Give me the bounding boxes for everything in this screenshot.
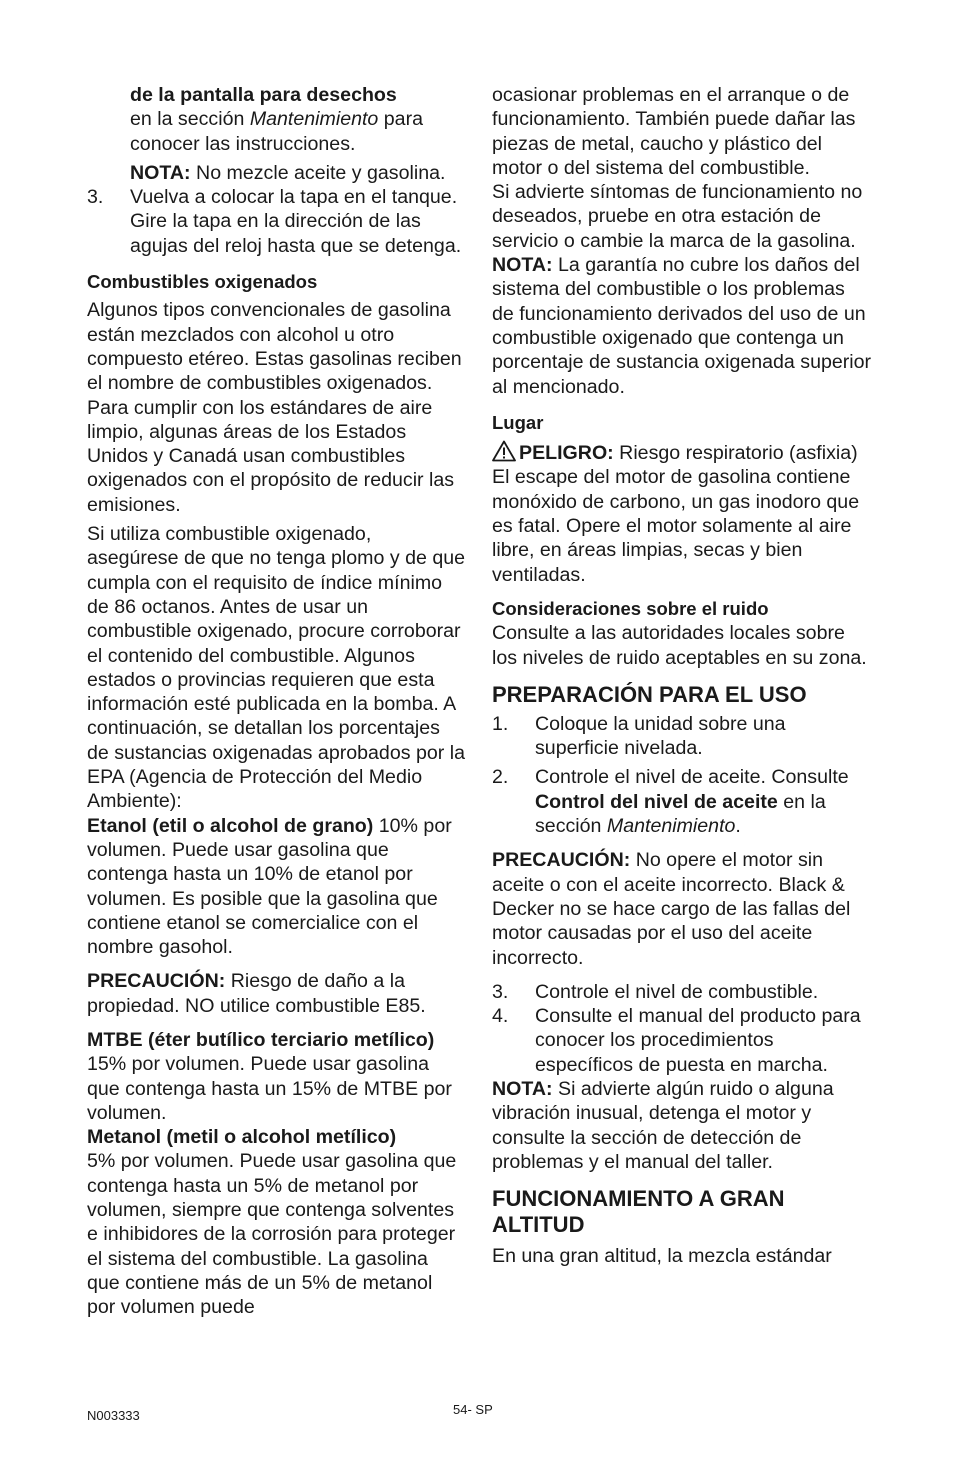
high-altitude-text: En una gran altitud, la mezcla estándar <box>492 1245 832 1268</box>
danger-text: Riesgo respiratorio (asfixia) El escape del motor de gasolina contiene monóxido de carbono, un gas inodoro que es fatal. Opere el motor solamente al aire libre, en áreas limpias, secas y bien ventiladas. <box>492 442 860 586</box>
prep-item-1 <box>492 712 872 761</box>
prep-2-text-1: Controle el nivel de aceite. Consulte <box>535 766 849 789</box>
caution-label: PRECAUCIÓN: <box>87 970 226 993</box>
prep-item-2 <box>492 765 872 838</box>
note-text: Si advierte algún ruido o alguna vibración inusual, detenga el motor y consulte la sección de detección de problemas y el manual del taller. <box>492 1077 834 1173</box>
list-text <box>535 765 872 838</box>
note-noise-vibration <box>492 1077 872 1174</box>
mtbe-paragraph <box>87 1028 465 1125</box>
caution-label: PRECAUCIÓN: <box>492 849 631 872</box>
location-heading: Lugar <box>492 411 544 433</box>
note-label: NOTA: <box>492 254 553 277</box>
right-column <box>492 83 872 1268</box>
list-text: Consulte el manual del producto para conocer los procedimientos específicos de puesta en marcha. <box>535 1005 861 1076</box>
symptoms-paragraph: Si advierte síntomas de funcionamiento no deseados, pruebe en otra estación de servicio o cambie la marca de la gasolina. <box>492 181 863 252</box>
mtbe-label: MTBE (éter butílico terciario metílico) <box>87 1028 435 1051</box>
note-no-mix <box>130 161 465 185</box>
page-number: 54- SP <box>453 1402 493 1417</box>
ethanol-text: 10% por volumen. Puede usar gasolina que contenga hasta un 10% de etanol por volumen. Es posible que la gasolina que contiene etanol se comercialice con el nombre gasohol. <box>87 814 452 959</box>
list-number: 3. <box>87 186 104 209</box>
preparation-heading: PREPARACIÓN PARA EL USO <box>492 681 807 707</box>
methanol-heading <box>87 1125 465 1149</box>
oxygenated-fuels-heading: Combustibles oxigenados <box>87 271 318 293</box>
prep-item-3 <box>492 980 872 1004</box>
list-text: Controle el nivel de combustible. <box>535 980 819 1003</box>
prep-item-4 <box>492 1004 872 1077</box>
methanol-text: 5% por volumen. Puede usar gasolina que contenga hasta un 5% de metanol por volumen, siempre que contenga solventes e inhibidores de la corrosión para proteger el sistema del combustible. La gasolina que contiene más de un 5% de metanol por volumen puede <box>87 1150 457 1319</box>
continued-paragraph: ocasionar problemas en el arranque o de funcionamiento. También puede dañar las piezas de metal, caucho y plástico del motor o del sistema del combustible. <box>492 84 856 179</box>
intro-paragraph <box>130 83 465 156</box>
list-text: Vuelva a colocar la tapa en el tanque. Gire la tapa en la dirección de las agujas del reloj hasta que se detenga. <box>130 186 462 257</box>
warning-triangle-icon <box>492 440 516 462</box>
danger-label: PELIGRO: <box>519 442 614 465</box>
document-number: N003333 <box>87 1408 140 1423</box>
oxygenated-paragraph-2: Si utiliza combustible oxigenado, asegúrese de que no tenga plomo y de que cumpla con el requisito de índice mínimo de 86 octanos. Antes de usar un combustible oxigenado, procure corroborar el contenido del combustible. Algunos estados o provincias requieren que esta información esté publicada en la bomba. A continuación, se detallan los porcentajes de sustancias oxigenadas aprobados por la EPA (Agencia de Protección del Medio Ambiente): <box>87 523 466 813</box>
left-column <box>87 83 465 1320</box>
list-item-3 <box>87 185 465 258</box>
high-altitude-heading: FUNCIONAMIENTO A GRAN ALTITUD <box>492 1186 785 1238</box>
prep-2-text-3: . <box>735 815 741 838</box>
list-number: 2. <box>492 766 509 789</box>
danger-paragraph <box>492 440 872 587</box>
methanol-label: Metanol (metil o alcohol metílico) <box>87 1126 397 1149</box>
list-text: Coloque la unidad sobre una superficie nivelada. <box>535 712 786 760</box>
note-text: No mezcle aceite y gasolina. <box>190 161 446 184</box>
caution-text: No opere el motor sin aceite o con el aceite incorrecto. Black & Decker no se hace cargo de las fallas del motor causadas por el uso del aceite incorrecto. <box>492 849 851 969</box>
intro-bold: de la pantalla para desechos <box>130 84 397 106</box>
caution-e85 <box>87 969 465 1018</box>
intro-italic: Mantenimiento <box>249 108 379 131</box>
prep-2-italic: Mantenimiento <box>606 815 736 838</box>
caution-text: Riesgo de daño a la propiedad. NO utilice combustible E85. <box>87 970 426 1017</box>
note-text: La garantía no cubre los daños del sistema del combustible o los problemas de funcionamiento derivados del uso de un combustible oxigenado que contenga un porcentaje de sustancia oxigenada superior al mencionado. <box>492 254 872 398</box>
list-number: 3. <box>492 980 509 1003</box>
intro-text-2: para conocer las instrucciones. <box>130 108 424 155</box>
note-label: NOTA: <box>492 1077 553 1100</box>
ethanol-paragraph <box>87 814 465 960</box>
prep-2-bold: Control del nivel de aceite <box>535 790 778 813</box>
list-number: 1. <box>492 712 509 735</box>
fuel-step-continuation <box>87 83 465 185</box>
list-number: 4. <box>492 1005 509 1028</box>
mtbe-text: 15% por volumen. Puede usar gasolina que contenga hasta un 15% de MTBE por volumen. <box>87 1053 452 1124</box>
note-warranty <box>492 253 872 399</box>
noise-heading: Consideraciones sobre el ruido <box>492 597 769 619</box>
intro-text-1: en la sección <box>130 108 250 131</box>
caution-oil <box>492 848 872 969</box>
prep-2-text-2: en la sección <box>535 790 826 838</box>
note-label: NOTA: <box>130 161 191 184</box>
ethanol-label: Etanol (etil o alcohol de grano) <box>87 814 374 837</box>
noise-text: Consulte a las autoridades locales sobre los niveles de ruido aceptables en su zona. <box>492 622 867 669</box>
oxygenated-paragraph-1: Algunos tipos convencionales de gasolina están mezclados con alcohol u otro compuesto etéreo. Estas gasolinas reciben el nombre de combustibles oxigenados. Para cumplir con los estándares de aire limpio, algunas áreas de los Estados Unidos y Canadá usan combustibles oxigenados con el propósito de reducir las emisiones. <box>87 299 462 516</box>
